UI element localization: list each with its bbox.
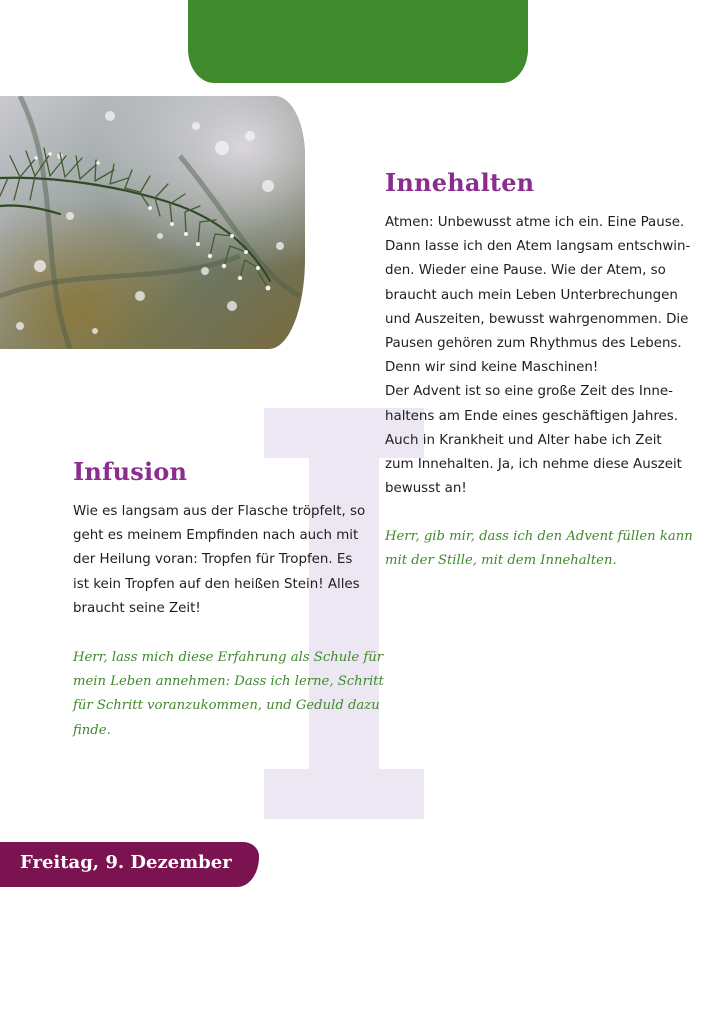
text-line: Atmen: Unbewusst atme ich ein. Eine Pause. <box>385 215 685 230</box>
innehalten-title: Innehalten <box>385 168 535 197</box>
infusion-prayer <box>73 646 384 743</box>
text-line: Dann lasse ich den Atem langsam entschwin- <box>385 239 691 255</box>
fir-branch-photo <box>0 96 305 349</box>
text-line: zum Innehalten. Ja, ich nehme diese Auszeit <box>385 457 682 473</box>
prayer-line: Herr, lass mich diese Erfahrung als Schule für <box>73 650 384 665</box>
text-line: Wie es langsam aus der Flasche tröpfelt, so <box>73 504 366 519</box>
infusion-body <box>73 500 365 621</box>
infusion-title: Infusion <box>73 457 188 486</box>
text-line: haltens am Ende eines geschäftigen Jahres. <box>385 408 679 424</box>
text-line: geht es meinem Empfinden nach auch mit <box>73 528 359 544</box>
text-line: braucht seine Zeit! <box>73 600 201 616</box>
text-line: Auch in Krankheit und Alter habe ich Zeit <box>385 432 662 448</box>
prayer-line: Herr, gib mir, dass ich den Advent füllen kann <box>385 529 693 544</box>
date-banner <box>0 842 259 887</box>
prayer-line: mein Leben annehmen: Dass ich lerne, Schritt <box>73 674 384 690</box>
text-line: den. Wieder eine Pause. Wie der Atem, so <box>385 263 666 279</box>
date-label: Freitag, 9. Dezember <box>20 852 232 873</box>
prayer-line: finde. <box>73 722 111 738</box>
innehalten-body <box>385 211 690 501</box>
text-line: bewusst an! <box>385 481 467 497</box>
text-line: und Auszeiten, bewusst wahrgenommen. Die <box>385 311 689 327</box>
text-line: Der Advent ist so eine große Zeit des Inne- <box>385 384 673 400</box>
text-line: der Heilung voran: Tropfen für Tropfen. Es <box>73 552 353 568</box>
text-line: ist kein Tropfen auf den heißen Stein! Alles <box>73 576 360 592</box>
text-line: Denn wir sind keine Maschinen! <box>385 360 599 376</box>
prayer-line: mit der Stille, mit dem Innehalten. <box>385 553 617 569</box>
innehalten-prayer <box>385 525 693 573</box>
top-green-tab <box>188 0 528 83</box>
text-line: braucht auch mein Leben Unterbrechungen <box>385 287 678 303</box>
text-line: Pausen gehören zum Rhythmus des Lebens. <box>385 336 682 352</box>
fir-branch-with-raindrops-photo <box>0 96 305 349</box>
prayer-line: für Schritt voranzukommen, und Geduld dazu <box>73 698 380 714</box>
